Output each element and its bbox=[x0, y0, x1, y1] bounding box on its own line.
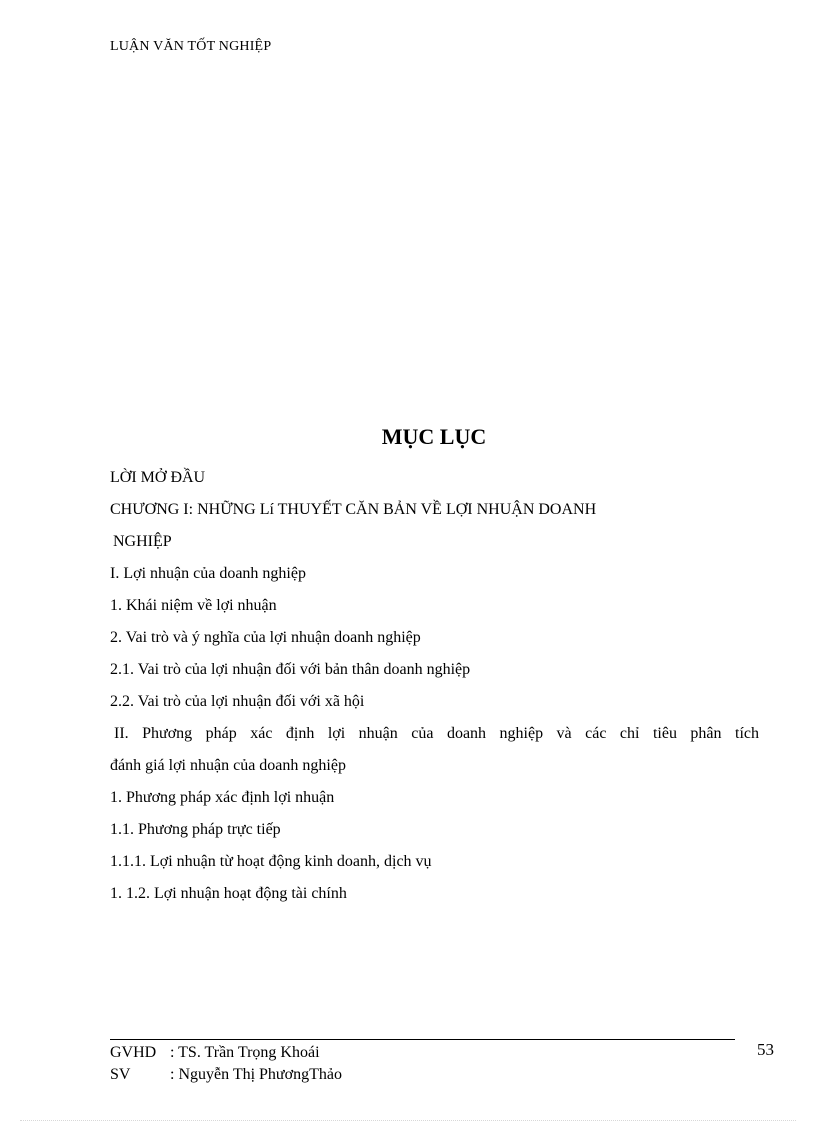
toc-entry: II. Phương pháp xác định lợi nhuận của doanh nghiệp và các chỉ tiêu phân tích bbox=[114, 725, 759, 742]
toc-entry: 1.1.1. Lợi nhuận từ hoạt động kinh doanh, dịch vụ bbox=[110, 853, 432, 870]
toc-entry: 2. Vai trò và ý nghĩa của lợi nhuận doanh nghiệp bbox=[110, 629, 421, 646]
toc-entry: NGHIỆP bbox=[113, 533, 172, 550]
toc-entry: đánh giá lợi nhuận của doanh nghiệp bbox=[110, 757, 346, 774]
toc-entry: 1.1. Phương pháp trực tiếp bbox=[110, 821, 281, 838]
toc-entry: LỜI MỞ ĐẦU bbox=[110, 469, 206, 486]
footer-divider bbox=[110, 1039, 735, 1040]
page-title: MỤC LỤC bbox=[381, 424, 487, 449]
page-number: 53 bbox=[757, 1040, 774, 1059]
student-name: : Nguyễn Thị PhươngThảo bbox=[170, 1066, 342, 1083]
page-edge-divider bbox=[20, 1120, 796, 1121]
toc-entry: 1. Khái niệm về lợi nhuận bbox=[110, 597, 277, 614]
footer-advisor bbox=[110, 1042, 342, 1064]
advisor-name: : TS. Trần Trọng Khoái bbox=[170, 1044, 320, 1061]
student-label: SV bbox=[110, 1066, 131, 1083]
toc-entry: 2.2. Vai trò của lợi nhuận đối với xã hội bbox=[110, 693, 365, 710]
toc-entry: 2.1. Vai trò của lợi nhuận đối với bản thân doanh nghiệp bbox=[110, 661, 471, 678]
footer-student bbox=[110, 1064, 342, 1086]
footer bbox=[110, 1042, 342, 1086]
toc-entry: I. Lợi nhuận của doanh nghiệp bbox=[110, 565, 306, 582]
table-of-contents bbox=[110, 462, 759, 910]
advisor-label: GVHD bbox=[110, 1044, 157, 1061]
toc-entry: CHƯƠNG I: NHỮNG Lí THUYẾT CĂN BẢN VỀ LỢI NHUẬN DOANH bbox=[110, 501, 597, 518]
running-header: LUẬN VĂN TỐT NGHIỆP bbox=[110, 39, 272, 54]
toc-entry: 1. 1.2. Lợi nhuận hoạt động tài chính bbox=[110, 885, 347, 902]
toc-entry: 1. Phương pháp xác định lợi nhuận bbox=[110, 789, 335, 806]
